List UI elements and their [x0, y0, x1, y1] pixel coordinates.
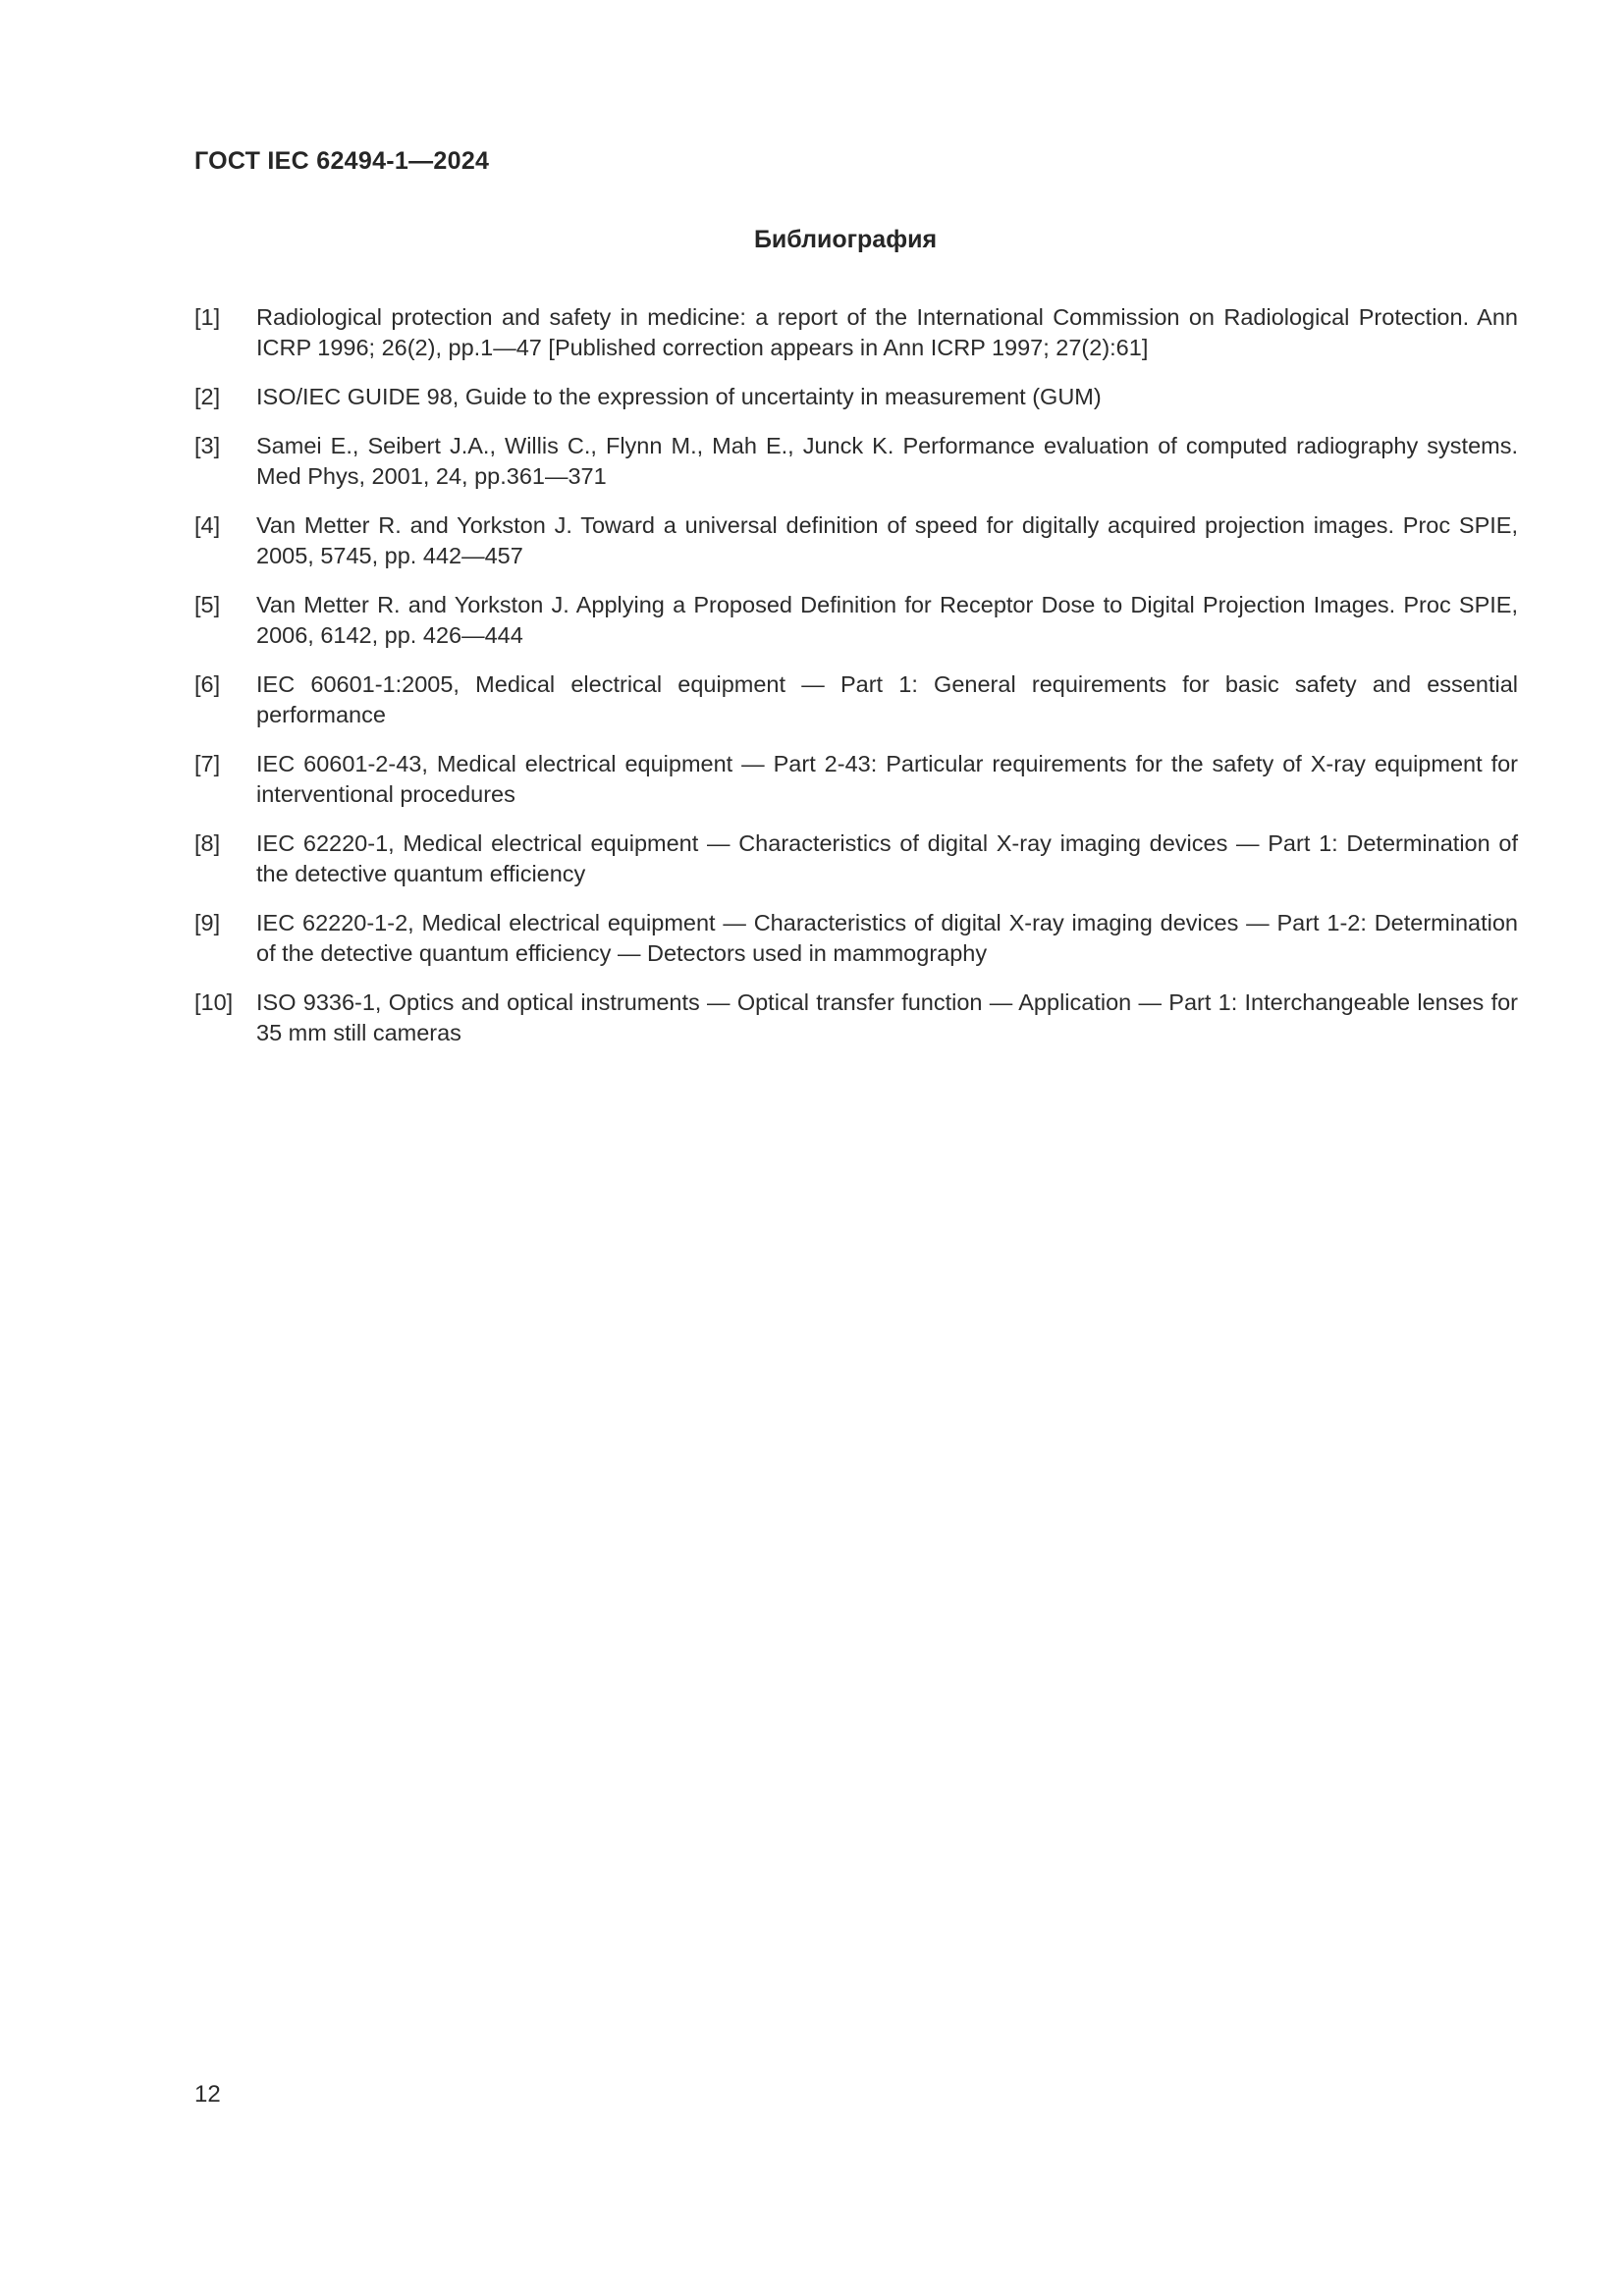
reference-item [194, 302, 1518, 363]
reference-number: [7] [194, 751, 221, 776]
reference-number: [5] [194, 592, 221, 617]
reference-text: ISO 9336-1, Optics and optical instruments — Optical transfer function — Application — Part 1: Interchangeable lenses for 35 mm still cameras [256, 989, 1518, 1045]
reference-item [194, 749, 1518, 810]
document-code-header: ГОСТ IEC 62494-1—2024 [194, 147, 490, 175]
reference-text: Van Metter R. and Yorkston J. Applying a Proposed Definition for Receptor Dose to Digital Projection Images. Proc SPIE, 2006, 6142, pp. 426—444 [256, 592, 1518, 648]
reference-number: [2] [194, 384, 221, 409]
reference-text: Samei E., Seibert J.A., Willis C., Flynn M., Mah E., Junck K. Performance evaluation of computed radiography systems. Med Phys, 2001, 24, pp.361—371 [256, 433, 1518, 489]
reference-item [194, 669, 1518, 730]
reference-item [194, 828, 1518, 889]
reference-text: ISO/IEC GUIDE 98, Guide to the expression of uncertainty in measurement (GUM) [256, 384, 1102, 409]
reference-item [194, 382, 1518, 412]
page-number: 12 [194, 2081, 221, 2108]
reference-item [194, 908, 1518, 969]
reference-text: IEC 60601-1:2005, Medical electrical equipment — Part 1: General requirements for basic safety and essential performance [256, 671, 1518, 727]
reference-text: IEC 60601-2-43, Medical electrical equipment — Part 2-43: Particular requirements for the safety of X-ray equipment for interventional procedures [256, 751, 1518, 807]
reference-text: IEC 62220-1-2, Medical electrical equipment — Characteristics of digital X-ray imaging devices — Part 1-2: Determination of the detective quantum efficiency — Detectors used in mammography [256, 910, 1518, 966]
reference-number: [4] [194, 512, 221, 538]
reference-item [194, 988, 1518, 1048]
reference-text: Van Metter R. and Yorkston J. Toward a universal definition of speed for digitally acquired projection images. Proc SPIE, 2005, 5745, pp. 442—457 [256, 512, 1518, 568]
reference-text: Radiological protection and safety in medicine: a report of the International Commission on Radiological Protection. Ann ICRP 1996; 26(2), pp.1—47 [Published correction appears in Ann ICRP 1997; 27(2):61] [256, 304, 1518, 360]
reference-number: [8] [194, 830, 221, 856]
reference-number: [9] [194, 910, 221, 935]
reference-number: [3] [194, 433, 221, 458]
bibliography-title: Библиография [753, 226, 938, 253]
reference-item [194, 590, 1518, 651]
reference-list [194, 302, 1518, 1067]
reference-number: [1] [194, 304, 221, 330]
reference-text: IEC 62220-1, Medical electrical equipment — Characteristics of digital X-ray imaging devices — Part 1: Determination of the detective quantum efficiency [256, 830, 1518, 886]
reference-item [194, 431, 1518, 492]
reference-number: [10] [194, 989, 234, 1015]
reference-item [194, 510, 1518, 571]
reference-number: [6] [194, 671, 221, 697]
